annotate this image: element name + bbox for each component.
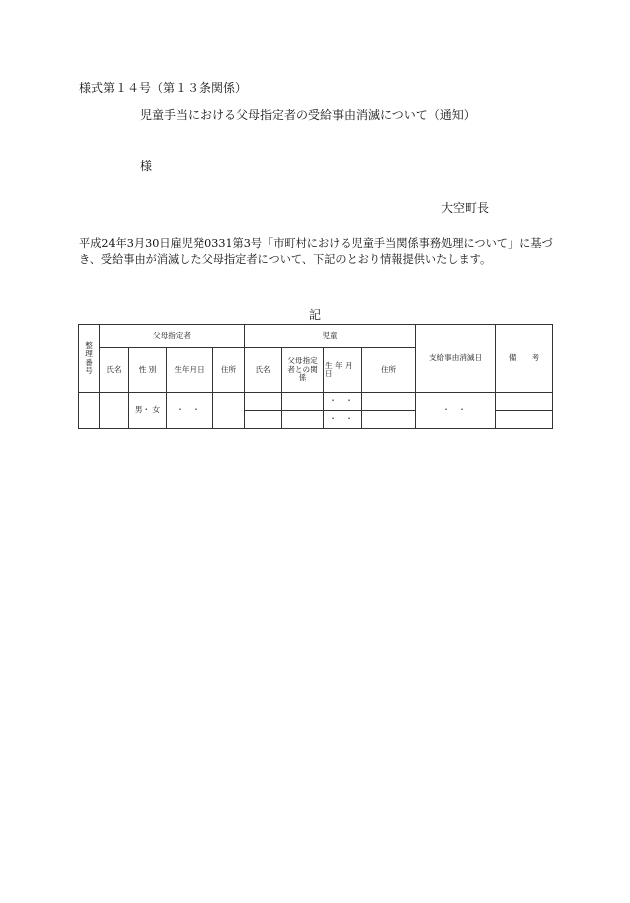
remarks-cell [496, 393, 553, 411]
addressee-suffix: 様 [140, 159, 153, 173]
parent-birthdate-cell: ・ ・ [167, 393, 213, 429]
parent-group-header: 父母指定者 [100, 325, 245, 348]
form-number: 様式第１４号（第１３条関係） [79, 81, 248, 95]
child-group-header: 児童 [245, 325, 416, 348]
parent-name-cell [100, 393, 129, 429]
document-title: 児童手当における父母指定者の受給事由消滅について（通知） [140, 108, 476, 122]
serial-number-header: 整理番号 [79, 325, 100, 393]
table-row [79, 393, 553, 411]
child-birthdate-cell: ・ ・ [324, 393, 362, 411]
child-address-cell [362, 393, 416, 411]
child-address-header: 住所 [362, 348, 416, 393]
parent-birthdate-header: 生年月日 [167, 348, 213, 393]
child-birthdate-cell: ・ ・ [324, 411, 362, 429]
table-group-header-row [79, 325, 553, 348]
child-relation-header: 父母指定者との関係 [282, 348, 324, 393]
payment-end-date-header: 支給事由消滅日 [416, 325, 496, 393]
body-text: 平成24年3月30日雇児発0331第3号「市町村における児童手当関係事務処理について」に基づき、受給事由が消滅した父母指定者について、下記のとおり情報提供いたします。 [79, 237, 553, 266]
parent-address-cell [213, 393, 245, 429]
record-table [78, 324, 553, 429]
child-relation-cell [282, 411, 324, 429]
remarks-cell [496, 411, 553, 429]
record-heading: 記 [309, 308, 322, 322]
remarks-header: 備 考 [496, 325, 553, 393]
child-name-cell [245, 393, 282, 411]
issuer-name: 大空町長 [441, 201, 490, 215]
parent-sex-header: 性 別 [129, 348, 167, 393]
child-name-header: 氏名 [245, 348, 282, 393]
payment-end-date-cell: ・ ・ [416, 393, 496, 429]
serial-number-cell [79, 393, 100, 429]
parent-sex-cell: 男・ 女 [129, 393, 167, 429]
child-relation-cell [282, 393, 324, 411]
child-address-cell [362, 411, 416, 429]
parent-address-header: 住所 [213, 348, 245, 393]
parent-name-header: 氏名 [100, 348, 129, 393]
child-name-cell [245, 411, 282, 429]
child-birthdate-header: 生 年 月 日 [324, 348, 362, 393]
